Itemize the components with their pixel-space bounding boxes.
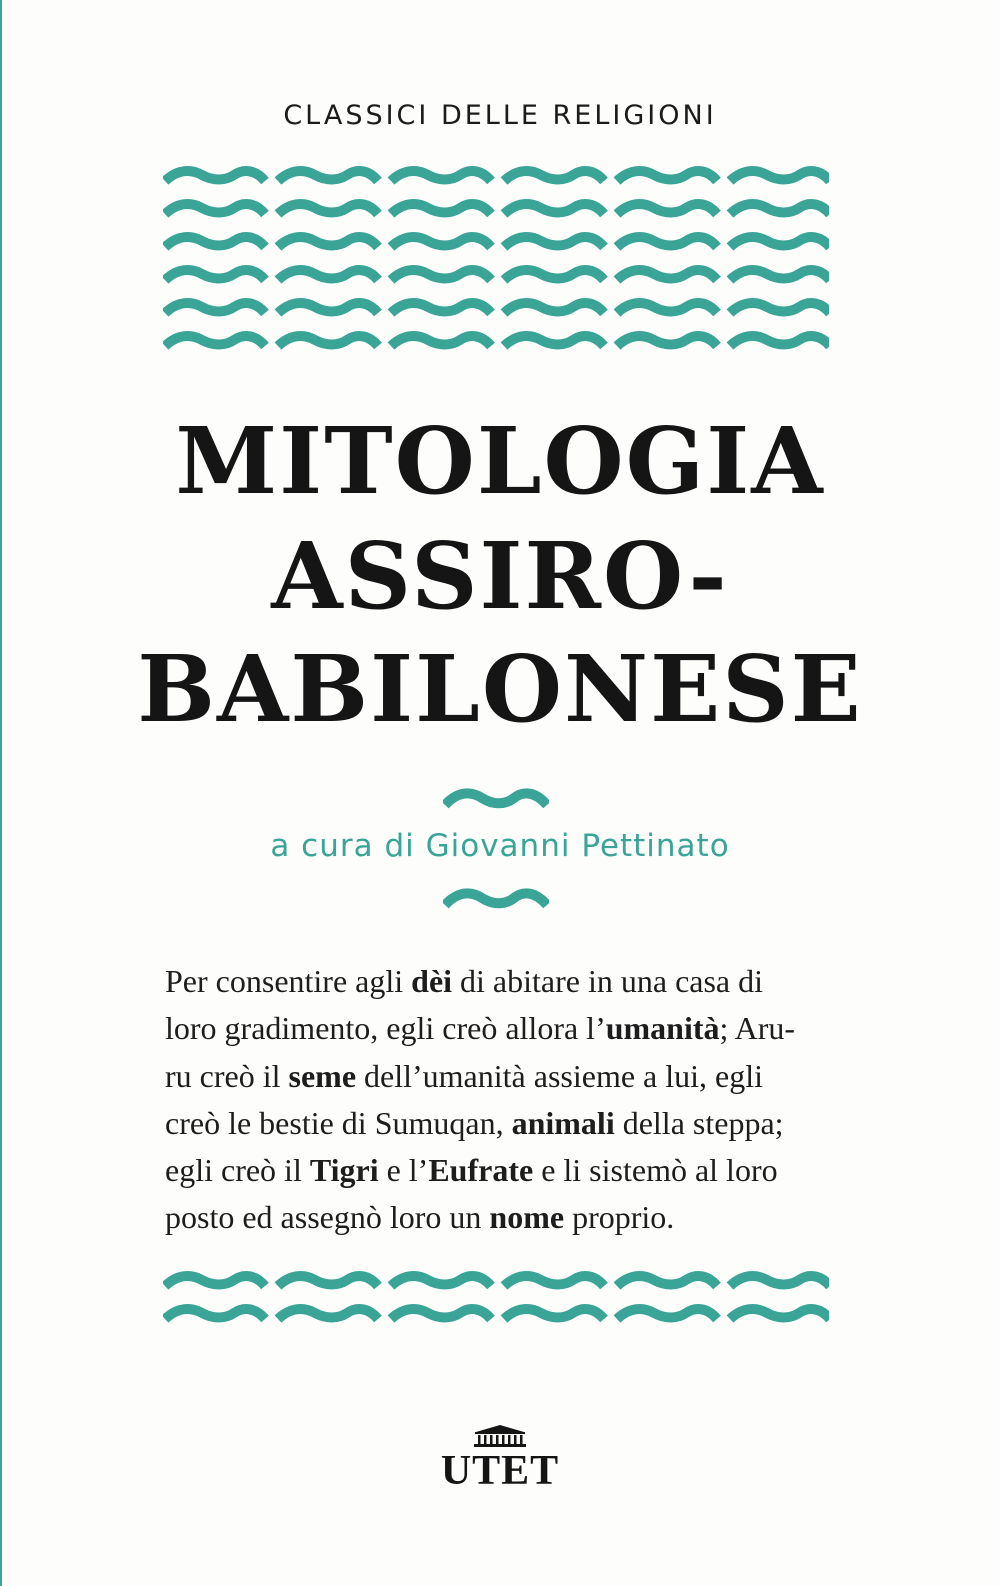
quote-text (165, 958, 833, 1242)
quote-line: loro gradimento, egli creò allora l’umanità; Aru- (165, 1010, 796, 1047)
title-line-2: ASSIRO- (271, 522, 729, 630)
quote-line: posto ed assegnò loro un nome proprio. (165, 1199, 675, 1236)
building-icon (472, 1424, 528, 1448)
wave-divider-icon (443, 883, 549, 913)
quote-line: creò le bestie di Sumuqan, animali della steppa; (165, 1104, 784, 1141)
top-wave-pattern-icon (163, 163, 829, 359)
title-line-1: MITOLOGIA (175, 407, 825, 515)
title-line-3: BABILONESE (137, 635, 863, 743)
quote-line: Per consentire agli dèi di abitare in una casa di (165, 963, 764, 999)
wave-divider-icon (443, 783, 549, 813)
publisher-logo (0, 1424, 1000, 1492)
publisher-name: UTET (440, 1448, 560, 1494)
quote-line: ru creò il seme dell’umanità assieme a lui, egli (165, 1057, 763, 1094)
bottom-wave-pattern-icon (163, 1268, 829, 1334)
editor-credit: a cura di Giovanni Pettinato (270, 828, 730, 864)
series-name: CLASSICI DELLE RELIGIONI (283, 100, 717, 131)
cover-edge-line (0, 0, 2, 1586)
quote-line: egli creò il Tigri e l’Eufrate e li sistemò al loro (165, 1152, 778, 1189)
